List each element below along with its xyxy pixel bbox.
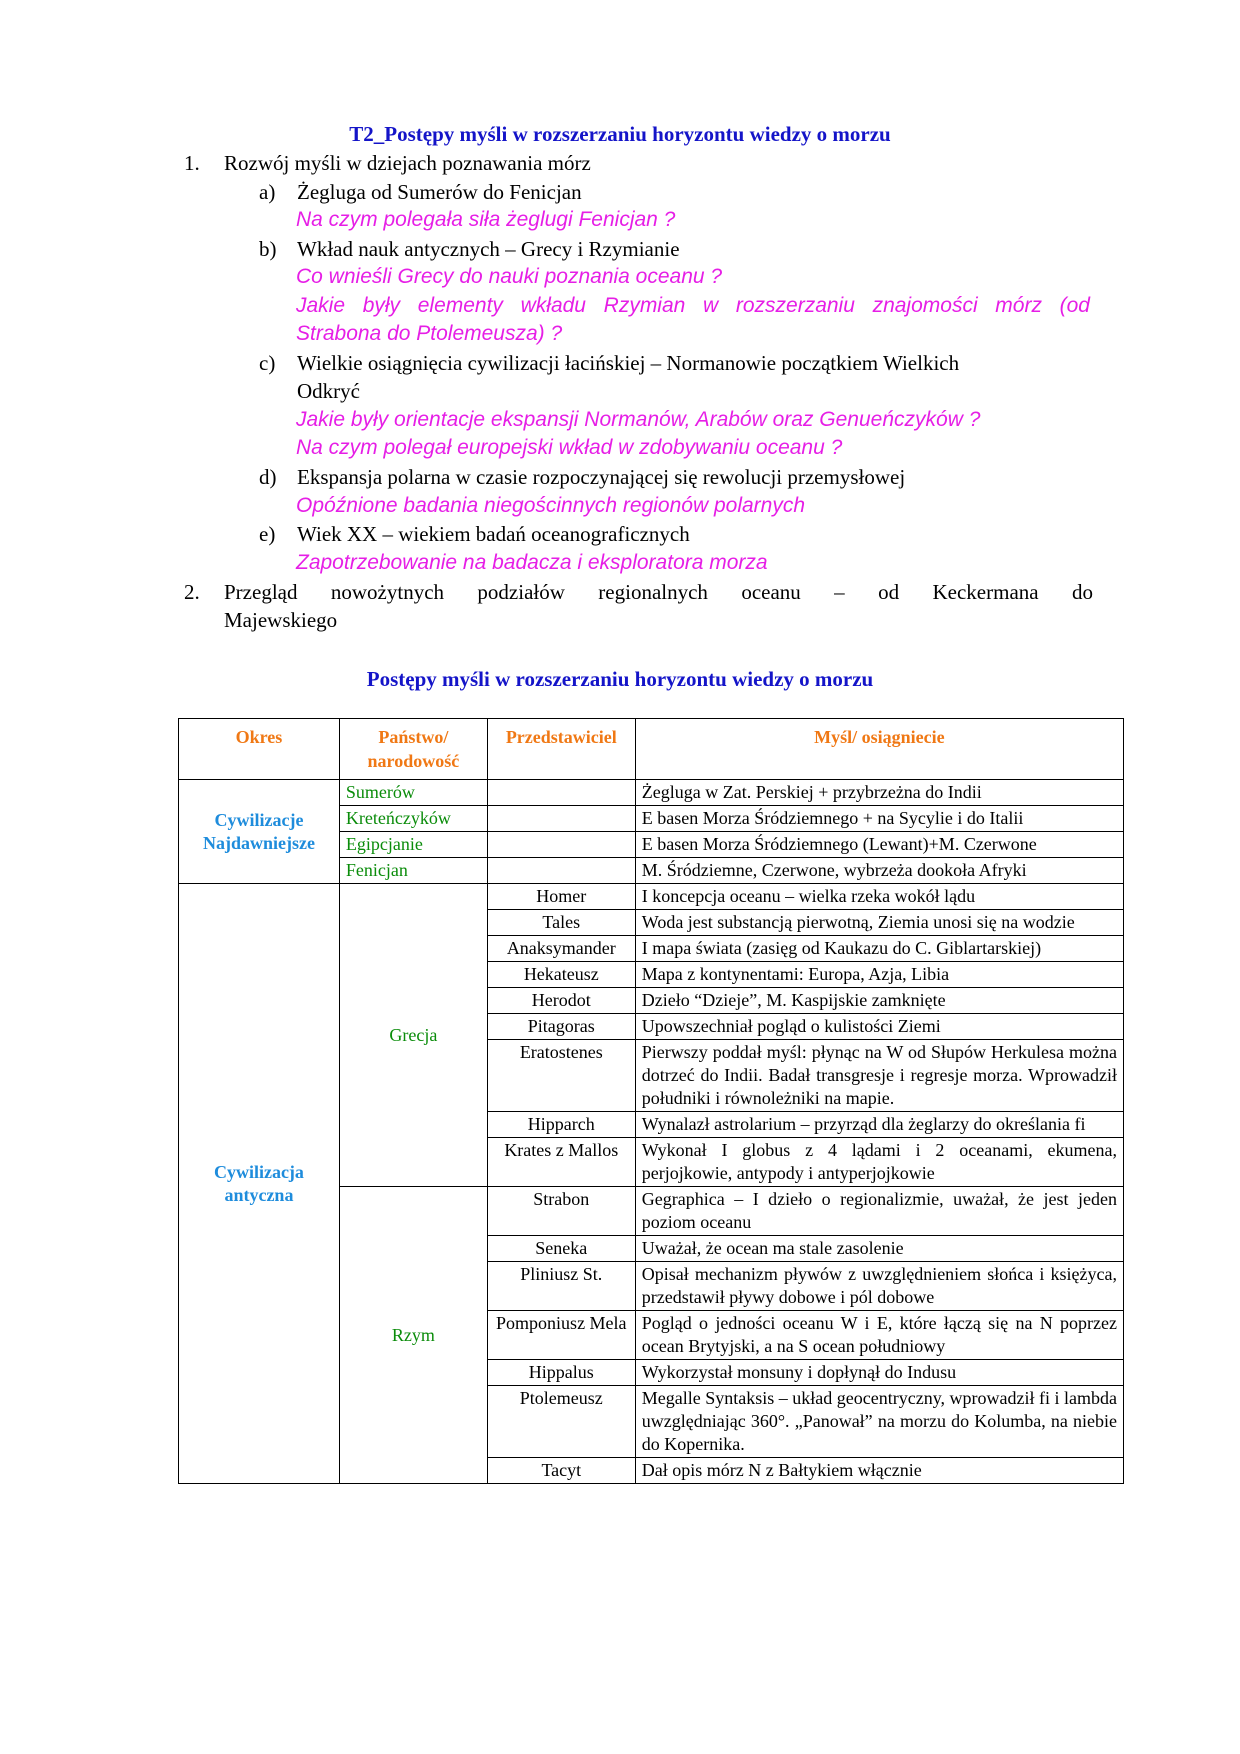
osiagniecie-cell: E basen Morza Śródziemnego + na Sycylie i do Italii [635,806,1123,832]
document-title: T2_Postępy myśli w rozszerzaniu horyzontu wiedzy o morzu [349,122,891,146]
item-1-number: 1. [184,151,200,175]
table-row [179,780,1124,806]
osiagniecie-cell: I mapa świata (zasięg od Kaukazu do C. Giblartarskiej) [635,936,1123,962]
item-2-text-line-2: Majewskiego [224,608,338,632]
history-table [178,718,1124,1484]
sub-c-letter: c) [259,351,276,375]
narodowosc-cell: Fenicjan [339,858,487,884]
przedstawiciel-cell: Anaksymander [487,936,635,962]
przedstawiciel-cell [487,858,635,884]
item-2-number: 2. [184,580,200,604]
header-panstwo: Państwo/ narodowość [339,719,487,780]
header-okres: Okres [179,719,340,780]
question-a-1: Na czym polegała siła żeglugi Fenicjan ? [296,208,676,231]
przedstawiciel-cell: Herodot [487,988,635,1014]
osiagniecie-cell: Żegluga w Zat. Perskiej + przybrzeżna do Indii [635,780,1123,806]
sub-d-letter: d) [259,465,277,489]
sub-c-text-line-2: Odkryć [297,379,360,403]
sub-d-text: Ekspansja polarna w czasie rozpoczynającej się rewolucji przemysłowej [297,465,906,489]
osiagniecie-cell: Gegraphica – I dzieło o regionalizmie, uważał, że jest jeden poziom oceanu [635,1187,1123,1236]
osiagniecie-cell: Pierwszy poddał myśl: płynąc na W od Słupów Herkulesa można dotrzeć do Indii. Badał transgresje i regresje morza. Wprowadził południki i równoleżniki na mapie. [635,1040,1123,1112]
sub-a-letter: a) [259,180,276,204]
question-b-1: Co wnieśli Grecy do nauki poznania oceanu ? [296,265,723,288]
sub-b-letter: b) [259,237,277,261]
przedstawiciel-cell: Seneka [487,1236,635,1262]
osiagniecie-cell: Pogląd o jedności oceanu W i E, które łączą się na N poprzez ocean Brytyjski, a na S ocean południowy [635,1311,1123,1360]
sub-e-text: Wiek XX – wiekiem badań oceanograficznych [297,522,690,546]
sub-b-text: Wkład nauk antycznych – Grecy i Rzymianie [297,237,680,261]
table-row [179,884,1124,910]
osiagniecie-cell: Wynalazł astrolarium – przyrząd dla żeglarzy do określania fi [635,1112,1123,1138]
przedstawiciel-cell [487,780,635,806]
przedstawiciel-cell: Strabon [487,1187,635,1236]
okres-najdawniejsze: Cywilizacje Najdawniejsze [179,780,340,884]
przedstawiciel-cell: Pitagoras [487,1014,635,1040]
table-title: Postępy myśli w rozszerzaniu horyzontu wiedzy o morzu [366,667,874,691]
item-1-text: Rozwój myśli w dziejach poznawania mórz [224,151,591,175]
osiagniecie-cell: Dał opis mórz N z Bałtykiem włącznie [635,1458,1123,1484]
przedstawiciel-cell: Pliniusz St. [487,1262,635,1311]
przedstawiciel-cell: Tacyt [487,1458,635,1484]
osiagniecie-cell: Opisał mechanizm pływów z uwzględnieniem słońca i księżyca, przedstawił pływy dobowe i pól dobowe [635,1262,1123,1311]
osiagniecie-cell: Mapa z kontynentami: Europa, Azja, Libia [635,962,1123,988]
osiagniecie-cell: M. Śródziemne, Czerwone, wybrzeża dookoła Afryki [635,858,1123,884]
osiagniecie-cell: E basen Morza Śródziemnego (Lewant)+M. Czerwone [635,832,1123,858]
osiagniecie-cell: Megalle Syntaksis – układ geocentryczny, wprowadził fi i lambda uwzględniając 360°. „Panował” na morzu do Kolumba, na niebie do Kopernika. [635,1386,1123,1458]
question-d-1: Opóźnione badania niegościnnych regionów polarnych [296,494,806,517]
sub-a-text: Żegluga od Sumerów do Fenicjan [297,180,582,204]
question-c-2: Na czym polegał europejski wkład w zdobywaniu oceanu ? [296,436,843,459]
question-c-1: Jakie były orientacje ekspansji Normanów, Arabów oraz Genueńczyków ? [296,408,981,431]
przedstawiciel-cell: Ptolemeusz [487,1386,635,1458]
question-e-1: Zapotrzebowanie na badacza i eksploratora morza [296,551,768,574]
question-b-2-line-1: Jakie były elementy wkładu Rzymian w rozszerzaniu znajomości mórz (od [296,294,1090,317]
header-mysl: Myśl/ osiągniecie [635,719,1123,780]
osiagniecie-cell: Woda jest substancją pierwotną, Ziemia unosi się na wodzie [635,910,1123,936]
przedstawiciel-cell: Hipparch [487,1112,635,1138]
narodowosc-grecja: Grecja [339,884,487,1187]
osiagniecie-cell: Upowszechniał pogląd o kulistości Ziemi [635,1014,1123,1040]
narodowosc-cell: Sumerów [339,780,487,806]
osiagniecie-cell: I koncepcja oceanu – wielka rzeka wokół lądu [635,884,1123,910]
przedstawiciel-cell: Homer [487,884,635,910]
przedstawiciel-cell: Eratostenes [487,1040,635,1112]
przedstawiciel-cell [487,832,635,858]
osiagniecie-cell: Wykonał I globus z 4 lądami i 2 oceanami, ekumena, perjojkowie, antypody i antyperjojkowie [635,1138,1123,1187]
przedstawiciel-cell [487,806,635,832]
header-przedstawiciel: Przedstawiciel [487,719,635,780]
osiagniecie-cell: Wykorzystał monsuny i dopłynął do Indusu [635,1360,1123,1386]
table-header-row [179,719,1124,780]
narodowosc-cell: Egipcjanie [339,832,487,858]
osiagniecie-cell: Dzieło “Dzieje”, M. Kaspijskie zamknięte [635,988,1123,1014]
przedstawiciel-cell: Krates z Mallos [487,1138,635,1187]
item-2-text-line-1: Przegląd nowożytnych podziałów regionalnych oceanu – od Keckermana do [224,580,1093,604]
narodowosc-rzym: Rzym [339,1187,487,1484]
question-b-2-line-2: Strabona do Ptolemeusza) ? [296,322,563,345]
przedstawiciel-cell: Hippalus [487,1360,635,1386]
przedstawiciel-cell: Pomponiusz Mela [487,1311,635,1360]
osiagniecie-cell: Uważał, że ocean ma stale zasolenie [635,1236,1123,1262]
narodowosc-cell: Kreteńczyków [339,806,487,832]
okres-antyczna: Cywilizacja antyczna [179,884,340,1484]
przedstawiciel-cell: Hekateusz [487,962,635,988]
przedstawiciel-cell: Tales [487,910,635,936]
sub-e-letter: e) [259,522,276,546]
sub-c-text-line-1: Wielkie osiągnięcia cywilizacji łacińskiej – Normanowie początkiem Wielkich [297,351,960,375]
